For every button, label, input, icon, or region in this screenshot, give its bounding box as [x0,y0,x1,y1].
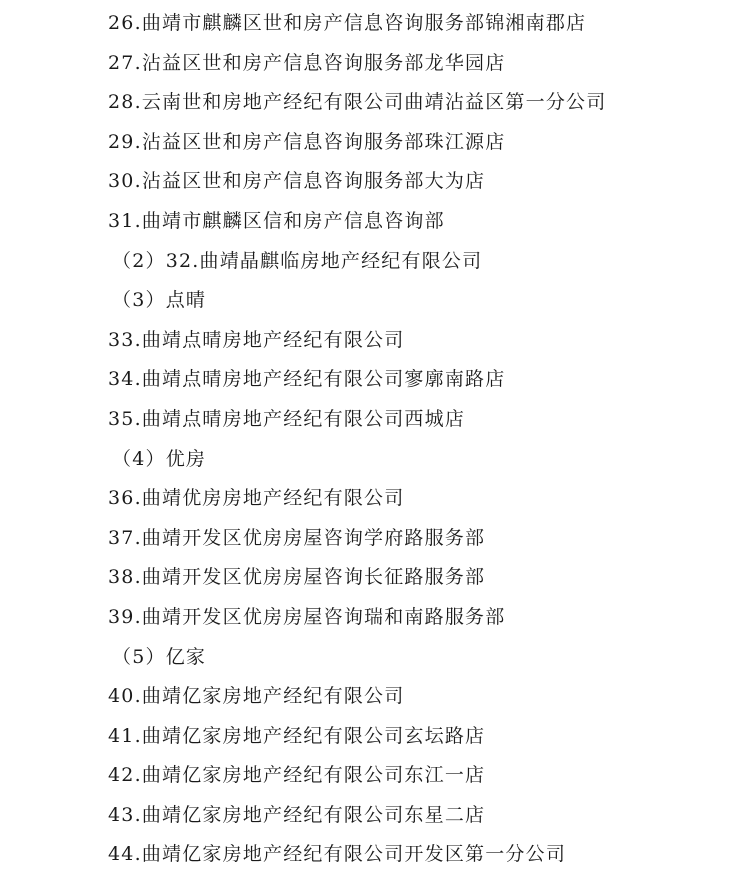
list-item: 38.曲靖开发区优房房屋咨询长征路服务部 [108,566,486,589]
section-heading: （2）32.曲靖晶麒临房地产经纪有限公司 [112,249,483,272]
document-body [0,4,743,875]
list-item: 44.曲靖亿家房地产经纪有限公司开发区第一分公司 [108,843,567,866]
list-item: 39.曲靖开发区优房房屋咨询瑞和南路服务部 [108,605,506,628]
list-item: 35.曲靖点晴房地产经纪有限公司西城店 [108,407,466,430]
list-item: 43.曲靖亿家房地产经纪有限公司东星二店 [108,803,486,826]
list-item: 34.曲靖点晴房地产经纪有限公司寥廓南路店 [108,368,506,391]
list-item: 41.曲靖亿家房地产经纪有限公司玄坛路店 [108,724,486,747]
list-item: 29.沾益区世和房产信息咨询服务部珠江源店 [108,130,506,153]
section-heading: （3）点晴 [112,289,207,312]
list-item: 27.沾益区世和房产信息咨询服务部龙华园店 [108,51,506,74]
list-item: 31.曲靖市麒麟区信和房产信息咨询部 [108,209,445,232]
section-heading: （4）优房 [112,447,207,470]
list-item: 37.曲靖开发区优房房屋咨询学府路服务部 [108,526,486,549]
list-item: 26.曲靖市麒麟区世和房产信息咨询服务部锦湘南郡店 [108,12,587,34]
list-item: 30.沾益区世和房产信息咨询服务部大为店 [108,170,486,193]
list-item: 42.曲靖亿家房地产经纪有限公司东江一店 [108,764,486,787]
list-item: 40.曲靖亿家房地产经纪有限公司 [108,685,405,708]
section-heading: （5）亿家 [112,645,207,668]
list-item: 28.云南世和房地产经纪有限公司曲靖沾益区第一分公司 [108,91,607,114]
list-item: 36.曲靖优房房地产经纪有限公司 [108,487,405,510]
list-item: 33.曲靖点晴房地产经纪有限公司 [108,328,405,351]
